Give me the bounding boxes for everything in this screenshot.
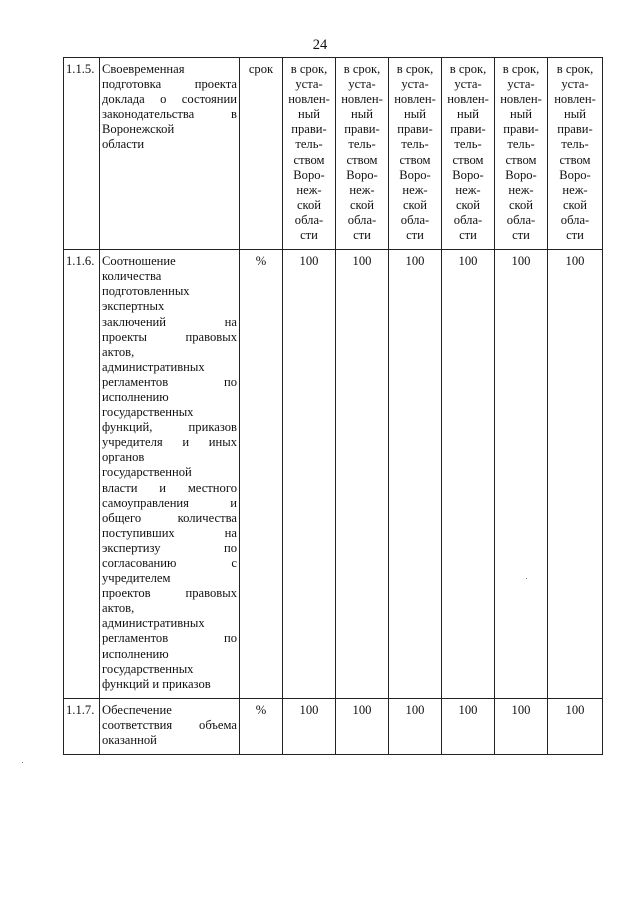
row-number: 1.1.5. [64,58,100,250]
target-value-text: в срок, уста- новлен- ный прави- тель- ством Воро- неж- ской обла- сти [288,62,330,243]
target-value-text: 100 [458,702,478,717]
target-value-text: в срок, уста- новлен- ный прави- тель- ством Воро- неж- ской обла- сти [447,62,489,243]
description-line: регламентов по [102,374,237,389]
description-line: Воронежской [102,122,175,137]
target-value-text: 100 [405,254,425,269]
target-value-text: в срок, уста- новлен- ный прави- тель- ством Воро- неж- ской обла- сти [554,62,596,243]
description-line: государственных [102,661,194,676]
row-number: 1.1.6. [64,250,100,699]
description-line: оказанной [102,733,157,748]
target-value-year-5 [495,250,548,699]
description-line: области [102,137,145,152]
target-value-year-3 [389,698,442,754]
row-number: 1.1.7. [64,698,100,754]
description-line: административных [102,616,205,631]
description-line: исполнению [102,646,169,661]
target-value-text: 100 [458,254,478,269]
description-line: Обеспечение [102,702,172,717]
target-value-year-2 [336,250,389,699]
description-line: регламентов по [102,631,237,646]
description-line: функций и приказов [102,676,211,691]
description-line: доклада о состоянии [102,92,237,107]
target-value-year-4 [442,250,495,699]
target-value-text: 100 [299,254,319,269]
description-line: подготовка проекта [102,77,237,92]
target-value-year-1 [283,58,336,250]
target-value-year-1 [283,250,336,699]
description-line: общего количества [102,510,237,525]
description-line: проектов правовых [102,586,237,601]
target-value-year-1 [283,698,336,754]
indicator-description [100,58,240,250]
description-line: органов [102,450,145,465]
target-value-year-3 [389,58,442,250]
target-value-year-6 [548,250,603,699]
table-row [64,698,603,754]
description-line: административных [102,359,205,374]
target-value-year-4 [442,698,495,754]
scan-speck [526,578,527,579]
target-value-text: 100 [565,254,585,269]
target-value-text: 100 [299,702,319,717]
description-line: государственных [102,405,194,420]
target-value-year-3 [389,250,442,699]
description-line: исполнению [102,389,169,404]
target-value-text: 100 [511,254,531,269]
target-value-text: 100 [405,702,425,717]
unit-of-measure: срок [240,58,283,250]
description-line: количества [102,269,162,284]
description-line: проекты правовых [102,329,237,344]
target-value-text: 100 [511,702,531,717]
target-value-text: 100 [565,702,585,717]
description-line: актов, [102,601,135,616]
target-value-year-2 [336,698,389,754]
target-value-text: в срок, уста- новлен- ный прави- тель- ством Воро- неж- ской обла- сти [341,62,383,243]
scan-speck [22,762,23,763]
indicator-description [100,698,240,754]
indicators-table [63,57,603,755]
description-line: актов, [102,344,135,359]
target-value-year-5 [495,58,548,250]
description-line: самоуправления и [102,495,237,510]
description-line: учредителя и иных [102,435,237,450]
target-value-year-2 [336,58,389,250]
description-line: Соотношение [102,254,176,269]
target-value-text: в срок, уста- новлен- ный прави- тель- ством Воро- неж- ской обла- сти [394,62,436,243]
description-line: согласованию с [102,556,237,570]
description-line: соответствия объема [102,717,237,732]
description-line: функций, приказов [102,420,237,435]
table-body [64,58,603,755]
description-line: законодательства в [102,107,237,122]
unit-of-measure: % [240,250,283,699]
target-value-text: в срок, уста- новлен- ный прави- тель- ством Воро- неж- ской обла- сти [500,62,542,243]
description-line: учредителем [102,571,171,586]
description-line: экспертных [102,299,165,314]
target-value-text: 100 [352,702,372,717]
description-line: подготовленных [102,284,190,299]
description-line: власти и местного [102,480,237,495]
target-value-text: 100 [352,254,372,269]
description-line: Своевременная [102,62,185,76]
target-value-year-6 [548,698,603,754]
table-row [64,58,603,250]
indicator-description [100,250,240,699]
target-value-year-5 [495,698,548,754]
target-value-year-4 [442,58,495,250]
description-line: экспертизу по [102,540,237,555]
description-line: поступивших на [102,525,237,540]
target-value-year-6 [548,58,603,250]
description-line: государственной [102,465,192,480]
table-row [64,250,603,699]
page-number: 24 [312,37,328,53]
description-line: заключений на [102,314,237,329]
unit-of-measure: % [240,698,283,754]
